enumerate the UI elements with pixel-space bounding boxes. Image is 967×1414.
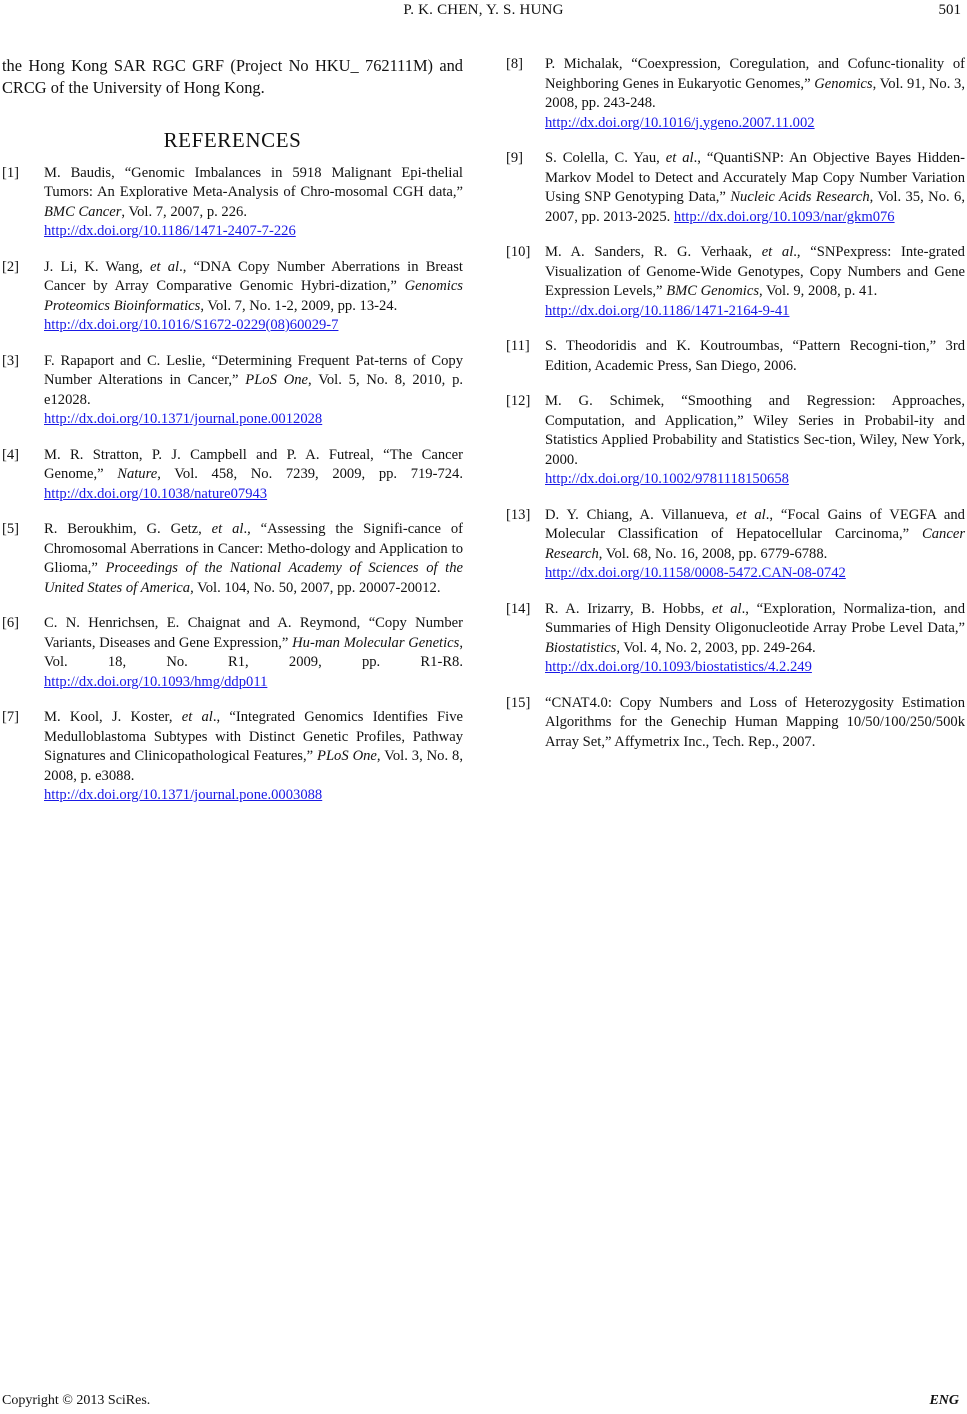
- doi-link[interactable]: http://dx.doi.org/10.1093/hmg/ddp011: [44, 673, 268, 690]
- citation-text: ., “Exploration, Normaliza-tion, and Summaries of High Density Oligonucleotide Array Probe Level Data,”: [545, 600, 966, 636]
- citation-text: D. Y. Chiang, A. Villanueva,: [545, 506, 736, 523]
- citation-text: J. Li, K. Wang,: [44, 258, 150, 275]
- italic-citation-text: PLoS One: [317, 748, 377, 764]
- doi-link[interactable]: http://dx.doi.org/10.1158/0008-5472.CAN-08-0742: [545, 565, 846, 581]
- citation-text: P. Michalak, “Coexpression, Coregulation, and Cofunc-tionality of Neighboring Genes in Eukaryotic Genomes,”: [545, 56, 965, 92]
- reference-entry: [506, 600, 965, 678]
- right-column: [506, 55, 965, 768]
- citation-text: M. G. Schimek, “Smoothing and Regression: Approaches, Computation, and Application,” Wiley Series in Probabil-ity and Statistics Applied Probability and Statistics Sec-tion, Wiley, New York, 2000.: [545, 393, 965, 468]
- italic-citation-text: Nucleic Acids Research: [730, 189, 870, 205]
- citation-text: M. Kool, J. Koster,: [44, 709, 182, 725]
- doi-link-line: [44, 786, 463, 806]
- copyright-notice: Copyright © 2013 SciRes.: [2, 1393, 151, 1408]
- doi-link[interactable]: http://dx.doi.org/10.1038/nature07943: [44, 485, 268, 502]
- citation-text: , Vol. 7, 2007, p. 226.: [121, 203, 247, 220]
- reference-citation: [44, 520, 463, 598]
- italic-citation-text: Biostatistics: [545, 639, 617, 656]
- italic-citation-text: Hu-man Molecular Genetics: [292, 634, 460, 651]
- reference-entry: [2, 352, 463, 430]
- doi-link[interactable]: http://dx.doi.org/10.1371/journal.pone.0012028: [44, 411, 323, 427]
- reference-citation: [44, 258, 463, 336]
- reference-entry: [506, 694, 965, 753]
- reference-citation: [545, 600, 965, 678]
- reference-number: [2]: [2, 258, 20, 275]
- doi-link[interactable]: http://dx.doi.org/10.1016/S1672-0229(08)60029-7: [44, 317, 339, 333]
- doi-link-line: [44, 316, 463, 336]
- citation-text: M. R. Stratton, P. J. Campbell and P. A. Futreal, “The Cancer Genome,”: [44, 446, 463, 482]
- running-title: P. K. CHEN, Y. S. HUNG: [403, 2, 564, 18]
- reference-citation: [44, 164, 463, 242]
- doi-link-line: [545, 658, 965, 678]
- doi-link-line: [545, 564, 965, 584]
- citation-text: ., “Assessing the Signifi-cance of Chromosomal Aberrations in Cancer: Metho-dology and Application to Glioma,”: [44, 521, 463, 576]
- italic-citation-text: BMC Genomics: [666, 283, 760, 299]
- reference-number: [11]: [506, 338, 530, 354]
- reference-citation: [44, 708, 463, 806]
- doi-link[interactable]: http://dx.doi.org/10.1016/j.ygeno.2007.11.002: [545, 114, 815, 131]
- reference-citation: [44, 352, 463, 430]
- reference-number: [10]: [506, 244, 531, 260]
- reference-number: [7]: [2, 709, 20, 725]
- reference-number: [3]: [2, 352, 20, 369]
- reference-number: [13]: [506, 506, 531, 523]
- citation-text: M. Baudis, “Genomic Imbalances in 5918 Malignant Epi-thelial Tumors: An Explorative Meta-Analysis of Chro-mosomal CGH data,”: [44, 164, 463, 200]
- running-header: [0, 0, 967, 22]
- reference-entry: [2, 708, 463, 806]
- reference-number: [1]: [2, 164, 20, 181]
- italic-citation-text: et al: [149, 258, 180, 275]
- reference-number: [6]: [2, 615, 20, 631]
- reference-entry: [2, 258, 463, 336]
- citation-text: , Vol. 458, No. 7239, 2009, pp. 719-724.: [157, 466, 463, 482]
- reference-number: [9]: [506, 150, 524, 166]
- italic-citation-text: et al: [735, 506, 766, 523]
- citation-text: , Vol. 4, No. 2, 2003, pp. 249-264.: [616, 639, 816, 656]
- reference-entry: [506, 337, 965, 376]
- reference-citation: [545, 149, 965, 227]
- italic-citation-text: et al: [761, 244, 794, 260]
- citation-text: F. Rapaport and C. Leslie, “Determining Frequent Pat-terns of Copy Number Alterations in Cancer,”: [44, 352, 463, 388]
- doi-link-line: [44, 410, 463, 430]
- left-column: [2, 55, 463, 822]
- reference-number: [5]: [2, 521, 20, 537]
- doi-link[interactable]: http://dx.doi.org/10.1002/9781118150658: [545, 471, 789, 487]
- reference-list-right: [506, 55, 965, 752]
- doi-link-line: [545, 470, 965, 490]
- reference-number: [14]: [506, 600, 531, 617]
- reference-citation: [44, 446, 463, 505]
- citation-text: ., “DNA Copy Number Aberrations in Breast Cancer by Array Comparative Genomic Hybri-dization,”: [44, 258, 463, 294]
- reference-entry: [506, 243, 965, 321]
- reference-number: [15]: [506, 694, 531, 711]
- reference-entry: [506, 392, 965, 490]
- reference-number: [8]: [506, 56, 524, 72]
- doi-link[interactable]: http://dx.doi.org/10.1093/nar/gkm076: [673, 208, 895, 225]
- citation-text: M. A. Sanders, R. G. Verhaak,: [545, 244, 762, 260]
- reference-citation: [545, 694, 965, 753]
- citation-text: “CNAT4.0: Copy Numbers and Loss of Heterozygosity Estimation Algorithms for the Genechip Human Mapping 10/50/100/250/500k Array Set,” Affymetrix Inc., Tech. Rep., 2007.: [545, 694, 965, 750]
- italic-citation-text: Cancer Research: [545, 526, 965, 562]
- citation-text: , Vol. 9, 2008, p. 41.: [759, 283, 878, 299]
- acknowledgement-text: the Hong Kong SAR RGC GRF (Project No HKU_ 762111M) and CRCG of the University of Hong Kong.: [2, 56, 463, 97]
- citation-text: , Vol. 91, No. 3, 2008, pp. 243-248.: [545, 75, 965, 111]
- italic-citation-text: Genomics: [814, 75, 873, 92]
- doi-link-line: [545, 302, 965, 322]
- reference-entry: [2, 614, 463, 692]
- doi-link-line: [44, 222, 463, 242]
- citation-text: ., “Integrated Genomics Identifies Five Medulloblastoma Subtypes with Distinct Genetic Profiles, Pathway Signatures and Clinicopathological Features,”: [44, 709, 463, 764]
- page-number: 501: [938, 2, 961, 18]
- reference-entry: [2, 520, 463, 598]
- reference-citation: [44, 614, 463, 692]
- doi-link[interactable]: http://dx.doi.org/10.1371/journal.pone.0003088: [44, 787, 323, 803]
- reference-citation: [545, 55, 965, 133]
- citation-text: , Vol. 5, No. 8, 2010, p. e12028.: [44, 372, 464, 408]
- citation-text: ., “Focal Gains of VEGFA and Molecular Classification of Hepatocellular Carcinoma,”: [545, 506, 965, 542]
- citation-text: C. N. Henrichsen, E. Chaignat and A. Reymond, “Copy Number Variants, Diseases and Gene Expression,”: [44, 615, 463, 651]
- citation-text: S. Theodoridis and K. Koutroumbas, “Pattern Recogni-tion,” 3rd Edition, Academic Press, San Diego, 2006.: [545, 338, 965, 374]
- doi-link[interactable]: http://dx.doi.org/10.1186/1471-2407-7-226: [44, 223, 296, 239]
- reference-entry: [506, 55, 965, 133]
- italic-citation-text: et al: [665, 150, 694, 166]
- reference-entry: [2, 446, 463, 505]
- reference-citation: [545, 392, 965, 490]
- journal-abbreviation: ENG: [929, 1393, 959, 1408]
- citation-text: S. Colella, C. Yau,: [545, 150, 666, 166]
- reference-entry: [506, 506, 965, 584]
- citation-text: ., “SNPexpress: Inte-grated Visualization of Genome-Wide Genotypes, Copy Numbers and Gene Expression Levels,”: [545, 244, 965, 299]
- citation-text: , Vol. 18, No. R1, 2009, pp. R1-R8.: [44, 634, 463, 670]
- citation-text: , Vol. 35, No. 6, 2007, pp. 2013-2025.: [545, 189, 965, 225]
- reference-citation: [545, 506, 965, 584]
- italic-citation-text: et al: [712, 600, 742, 617]
- reference-number: [4]: [2, 446, 20, 463]
- italic-citation-text: PLoS One: [245, 372, 309, 388]
- italic-citation-text: et al: [211, 521, 244, 537]
- reference-entry: [506, 149, 965, 227]
- citation-text: , Vol. 3, No. 8, 2008, p. e3088.: [44, 748, 463, 784]
- doi-link-line: [545, 114, 965, 134]
- citation-text: , Vol. 7, No. 1-2, 2009, pp. 13-24.: [200, 297, 398, 314]
- italic-citation-text: et al: [181, 709, 213, 725]
- italic-citation-text: Genomics Proteomics Bioinformatics: [44, 278, 463, 314]
- citation-text: ., “QuantiSNP: An Objective Bayes Hidden-Markov Model to Detect and Accurately Map Copy Number Variation Using SNP Genotyping Data,”: [545, 150, 966, 205]
- doi-link[interactable]: http://dx.doi.org/10.1186/1471-2164-9-41: [545, 302, 790, 319]
- references-heading: REFERENCES: [163, 128, 302, 152]
- italic-citation-text: Nature: [117, 466, 158, 482]
- page-footer: [2, 1393, 959, 1413]
- citation-text: R. Beroukhim, G. Getz,: [44, 521, 212, 537]
- citation-text: R. A. Irizarry, B. Hobbs,: [545, 600, 712, 617]
- reference-entry: [2, 164, 463, 242]
- doi-link[interactable]: http://dx.doi.org/10.1093/biostatistics/4.2.249: [545, 659, 812, 675]
- italic-citation-text: Proceedings of the National Academy of Sciences of the United States of America: [44, 560, 463, 596]
- reference-citation: [545, 243, 965, 321]
- reference-citation: [545, 337, 965, 376]
- citation-text: , Vol. 104, No. 50, 2007, pp. 20007-20012.: [190, 579, 441, 596]
- citation-text: , Vol. 68, No. 16, 2008, pp. 6779-6788.: [598, 545, 828, 562]
- reference-number: [12]: [506, 393, 531, 409]
- reference-list-left: [2, 164, 463, 806]
- italic-citation-text: BMC Cancer: [44, 203, 122, 220]
